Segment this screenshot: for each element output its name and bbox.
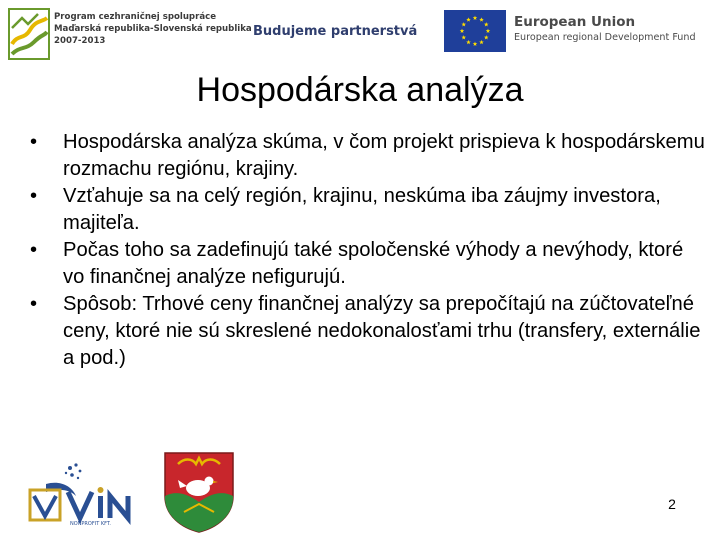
- bullet-dot: •: [30, 239, 38, 261]
- bullet-text: Hospodárska analýza skúma, v čom projekt prispieva k hospodárskemu rozmachu regiónu, krajiny.: [63, 131, 705, 180]
- vin-logo-icon: [26, 462, 142, 526]
- bullet-item: [30, 237, 710, 291]
- bullet-text: Spôsob: Trhové ceny finančnej analýzy sa prepočítajú na zúčtovateľné ceny, ktoré nie sú skreslené nedokonalosťami trhu (transfery, externálie a pod.): [63, 293, 701, 369]
- eu-name: European Union: [514, 14, 636, 30]
- vin-subtitle: NONPROFIT KFT.: [70, 521, 111, 526]
- program-name: [54, 11, 252, 48]
- bullet-item: [30, 291, 710, 372]
- coat-of-arms-icon: [162, 450, 236, 534]
- bullet-list: [30, 129, 710, 372]
- page-number: 2: [668, 496, 676, 512]
- eu-flag-icon: [444, 10, 506, 52]
- bullet-item: [30, 129, 710, 183]
- eu-fund-name: European regional Development Fund: [514, 32, 696, 43]
- bullet-dot: •: [30, 185, 38, 207]
- program-line: Program cezhraničnej spolupráce: [54, 12, 217, 22]
- program-logo-icon: [8, 8, 50, 60]
- slide-header: [0, 0, 720, 66]
- bullet-dot: •: [30, 293, 38, 315]
- slide-title: Hospodárska analýza: [196, 71, 524, 109]
- bullet-dot: •: [30, 131, 38, 153]
- program-line: Maďarská republika-Slovenská republika: [54, 24, 252, 35]
- program-motto: Budujeme partnerstvá: [253, 24, 418, 39]
- bullet-item: [30, 183, 710, 237]
- bullet-text: Počas toho sa zadefinujú také spoločenské výhody a nevýhody, ktoré vo finančnej analýze nefigurujú.: [63, 239, 684, 288]
- bullet-text: Vzťahuje sa na celý región, krajinu, neskúma iba záujmy investora, majiteľa.: [63, 185, 661, 234]
- program-line: 2007-2013: [54, 36, 106, 47]
